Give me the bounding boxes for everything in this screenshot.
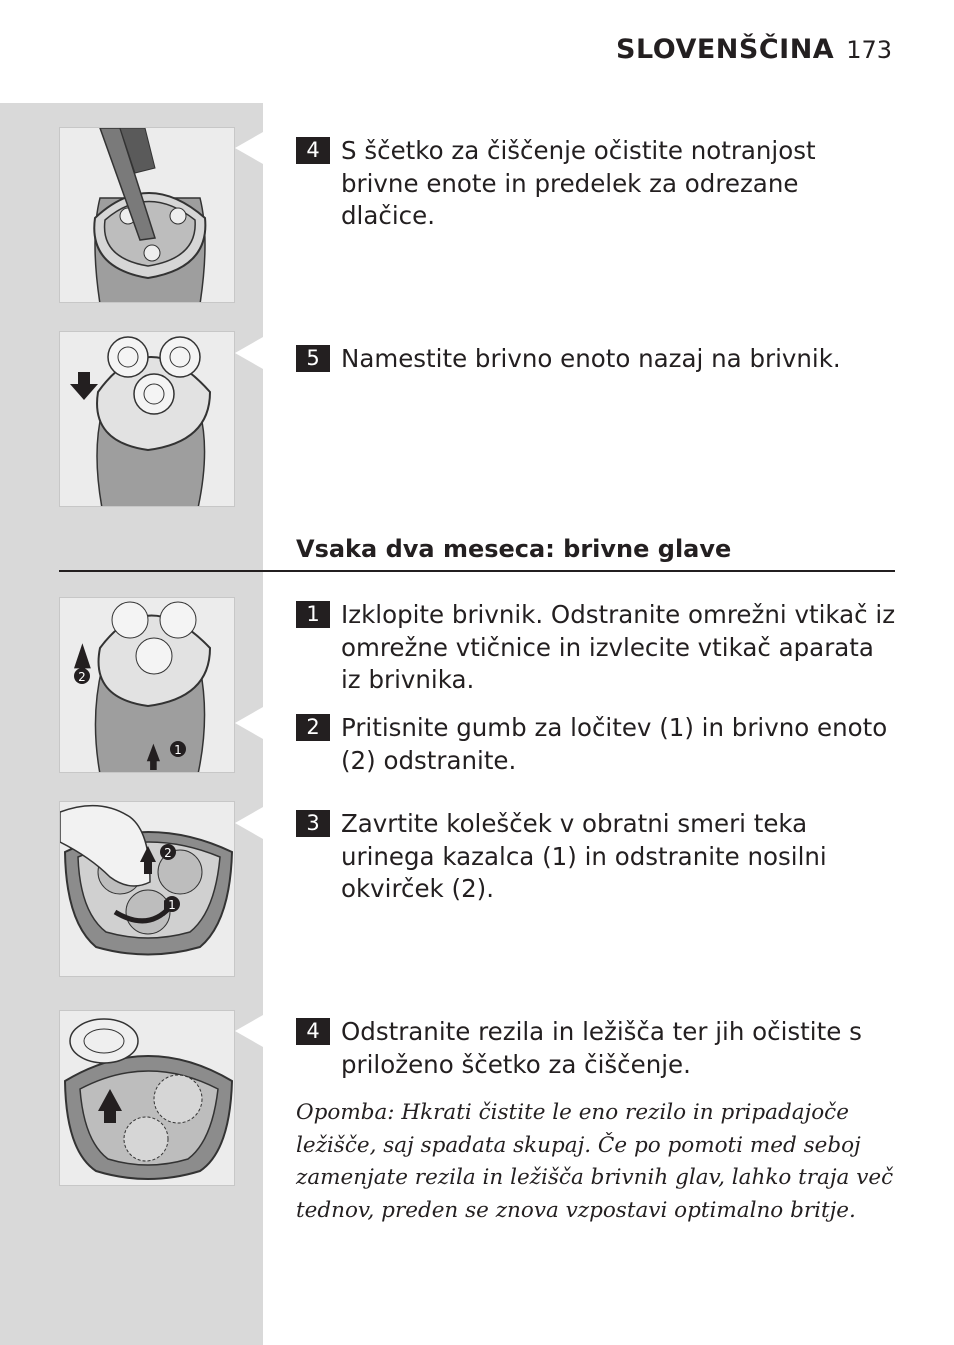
- step-text: Pritisnite gumb za ločitev (1) in brivno enoto (2) odstranite.: [341, 713, 888, 775]
- section-divider: [59, 570, 895, 572]
- illustration-brush-cleaning: [59, 127, 235, 303]
- pointer-arrow: [235, 128, 263, 168]
- step-item: [296, 712, 896, 777]
- pointer-arrow: [235, 1011, 263, 1051]
- step-text: S ščetko za čiščenje očistite notranjost brivne enote in predelek za odrezane dlačice.: [341, 136, 816, 230]
- figure-label: 1: [168, 898, 176, 912]
- illustration-cutters-guards: [59, 1010, 235, 1186]
- page-number: 173: [846, 36, 892, 64]
- page-header: [616, 34, 892, 65]
- step-item: [296, 135, 896, 233]
- down-arrow-icon: [70, 372, 98, 400]
- illustration-remove-unit: [59, 597, 235, 773]
- illustration-retaining-frame: [59, 801, 235, 977]
- figure-label: 2: [78, 670, 86, 684]
- step-number-badge: 1: [296, 601, 330, 628]
- step-text: Odstranite rezila in ležišča ter jih očistite s priloženo ščetko za čiščenje.: [341, 1017, 862, 1079]
- pointer-arrow: [235, 333, 263, 373]
- figure-label: 2: [164, 846, 172, 860]
- step-text: Izklopite brivnik. Odstranite omrežni vtikač iz omrežne vtičnice in izvlecite vtikač aparata iz brivnika.: [341, 600, 896, 694]
- note-text: Opomba: Hkrati čistite le eno rezilo in pripadajoče ležišče, saj spadata skupaj. Če po pomoti med seboj zamenjate rezila in ležišča brivnih glav, lahko traja več tednov, preden se znova vzpostavi optimalno britje.: [296, 1100, 894, 1223]
- pointer-arrow: [235, 703, 263, 743]
- pointer-arrow: [235, 803, 263, 843]
- step-number-badge: 2: [296, 714, 330, 741]
- step-item: [296, 1016, 896, 1081]
- step-number-badge: 4: [296, 1018, 330, 1045]
- step-text: Namestite brivno enoto nazaj na brivnik.: [341, 344, 841, 373]
- step-item: [296, 599, 896, 697]
- step-number-badge: 3: [296, 810, 330, 837]
- step-item: [296, 808, 896, 906]
- illustration-reattach-unit: [59, 331, 235, 507]
- figure-label: 1: [174, 743, 182, 757]
- step-item: [296, 343, 896, 376]
- section-title: Vsaka dva meseca: brivne glave: [296, 535, 732, 563]
- step-number-badge: 4: [296, 137, 330, 164]
- step-number-badge: 5: [296, 345, 330, 372]
- step-text: Zavrtite kolešček v obratni smeri teka urinega kazalca (1) in odstranite nosilni okvirček (2).: [341, 809, 827, 903]
- language-title: SLOVENŠČINA: [616, 34, 835, 65]
